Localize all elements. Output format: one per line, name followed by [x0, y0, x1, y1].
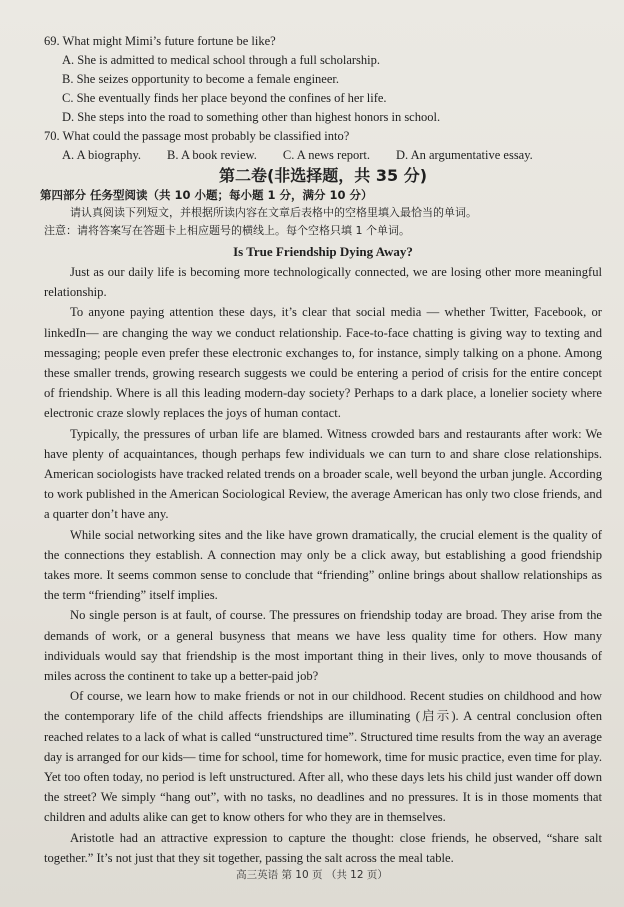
question-69-option-a: A. She is admitted to medical school through a full scholarship.: [62, 53, 380, 67]
instruction-line-1: 请认真阅读下列短文，并根据所读内容在文章后表格中的空格里填入最恰当的单词。: [70, 206, 477, 219]
paragraph-4: While social networking sites and the like have grown dramatically, the crucial element is the quality of the connections they establish. A connection may only be a click away, but establishing a good friendship takes more. It seems common sense to conclude that “friending” online brings about shallow relationships as the term “friending” itself implies.: [44, 527, 602, 603]
page-footer: 高三英语 第 10 页 （共 12 页）: [236, 869, 388, 881]
paragraph-1: Just as our daily life is becoming more technologically connected, we are losing other more meaningful relationship.: [44, 265, 602, 300]
paragraph-3: Typically, the pressures of urban life are blamed. Witness crowded bars and restaurants after work: We have plenty of acquaintances, though perhaps few individuals we can turn to and share close relationships. American sociologists have tracked related trends on a broader scale, well beyond the urban jungle. According to work published in the American Sociological Review, the average American has only two close friends, and a quarter don’t have any.: [44, 426, 602, 522]
question-70-option-c: C. A news report.: [282, 148, 371, 162]
question-70-options: [44, 146, 602, 165]
question-70-option-d: D. An argumentative essay.: [396, 148, 533, 162]
part-heading: 第四部分 任务型阅读（共 10 小题；每小题 1 分，满分 10 分）: [40, 188, 373, 202]
instruction-line-2: 注意：请将答案写在答题卡上相应题号的横线上。每个空格只填 1 个单词。: [44, 224, 410, 237]
question-69-option-b: B. She seizes opportunity to become a female engineer.: [62, 72, 339, 86]
article-title: Is True Friendship Dying Away?: [233, 244, 413, 259]
paragraph-2: To anyone paying attention these days, it’s clear that social media — whether Twitter, Facebook, or linkedIn— are changing the way we conduct relationship. Face-to-face chatting is giving way to texting and messaging; people even prefer these electronic exchanges to, for instance, simply talking on a phone. Among these smaller trends, growing research suggests we could be entering a period of crisis for the entire concept of friendship. Where is all this leading modern-day society? Perhaps to a dark place, a lonelier society where electronic craze slowly replaces the joys of human contact.: [44, 305, 602, 421]
question-70-stem: 70. What could the passage most probably be classified into?: [44, 129, 350, 143]
question-69-option-d: D. She steps into the road to something other than highest honors in school.: [62, 110, 441, 124]
paragraph-7: Aristotle had an attractive expression to capture the thought: close friends, he observed, “share salt together.” It’s not just that they sit together, passing the salt across the meal table.: [44, 830, 602, 865]
question-70-option-b: B. A book review.: [167, 148, 257, 162]
question-69-stem: 69. What might Mimi’s future fortune be like?: [44, 34, 276, 48]
paragraph-5: No single person is at fault, of course. The pressures on friendship today are broad. They arise from the demands of work, or a general busyness that means we have less quality time for others. How many individuals would say that friendship is the most important thing in their lives, only to move thousands of miles across the continent to take up a better-paid job?: [44, 608, 602, 684]
question-69-option-c: C. She eventually finds her place beyond the confines of her life.: [62, 91, 387, 105]
section-title: 第二卷(非选择题，共 35 分): [218, 166, 428, 185]
paragraph-6: Of course, we learn how to make friends or not in our childhood. Recent studies on childhood and how the contemporary life of the child affects friendships are illuminating (启示). A central conclusion often reached relates to a lack of what is called “unstructured time”. Structured time results from the way an average day is arranged for our kids— time for school, time for homework, time for music practice, even time for play. Yet too often today, no period is left unstructured. After all, who these days lets his child just wander off down the street? We simply “hang out”, with no tasks, no deadlines and no pressures. It is in those moments that children and adults alike can get to know others for who they are in themselves.: [44, 689, 602, 825]
question-70-option-a: A. A biography.: [62, 148, 142, 162]
